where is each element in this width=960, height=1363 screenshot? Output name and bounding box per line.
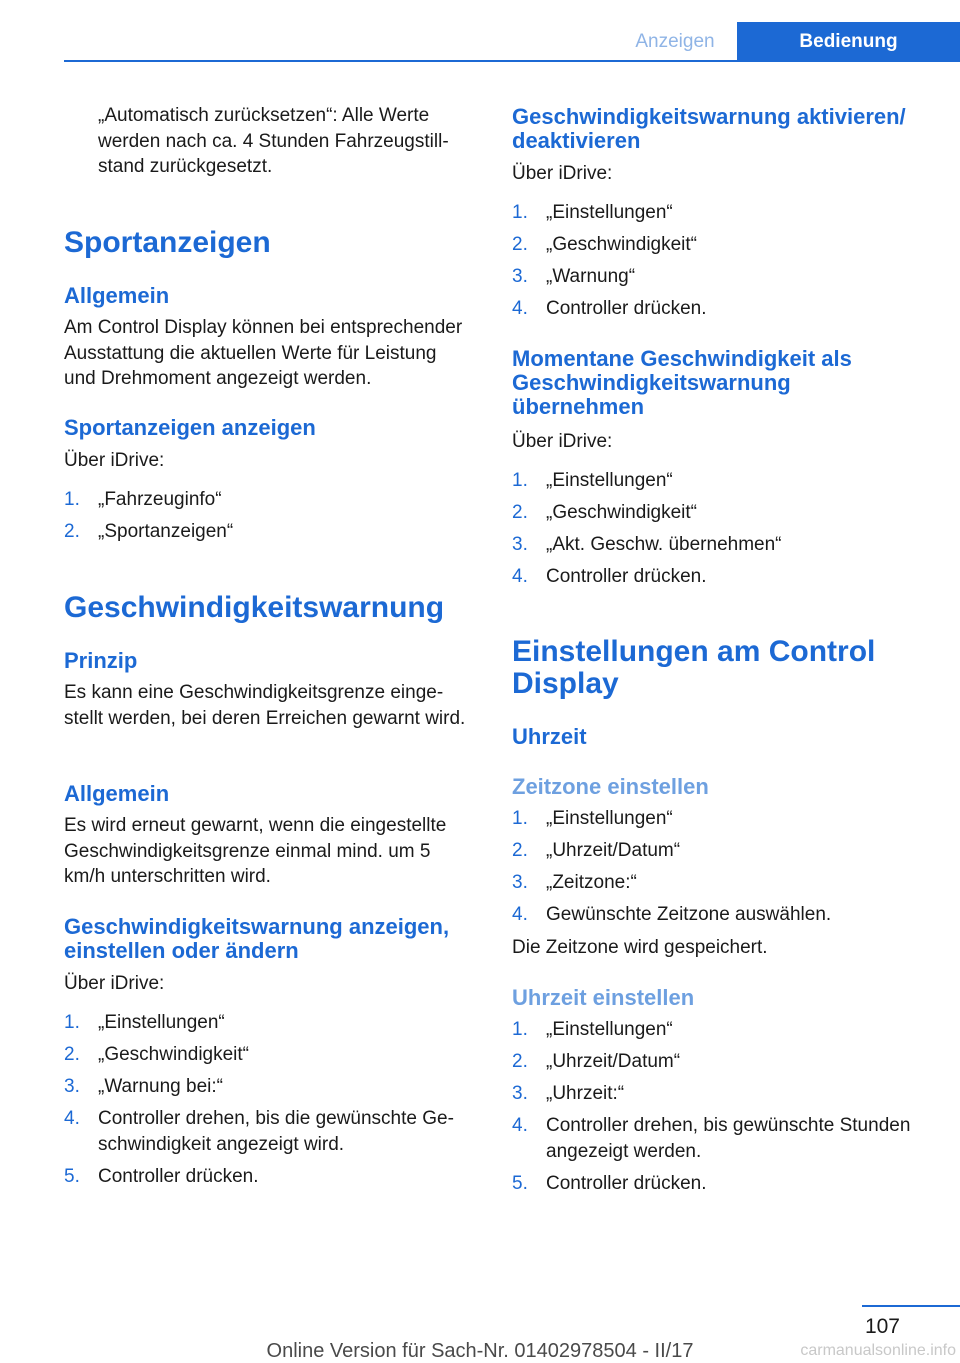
online-version-note: Online Version für Sach-Nr. 01402978504 - II/17: [266, 1340, 694, 1362]
list-item-number: 4.: [64, 1108, 80, 1129]
intro-paragraph: „Automatisch zurücksetzen“: Alle Werte werden nach ca. 4 Stunden Fahrzeugstillstand zurückgesetzt.: [98, 105, 449, 177]
list-item-number: 1.: [512, 1019, 528, 1040]
list-item: [512, 564, 922, 590]
list-item-number: 5.: [64, 1165, 80, 1187]
heading-allgemein-warnung: Allgemein: [64, 781, 170, 806]
list-item-number: 2.: [64, 1044, 80, 1065]
list-item: [512, 1081, 922, 1107]
list-item-text: Controller drücken.: [98, 1165, 259, 1187]
list-item-text: „Sportanzeigen“: [98, 521, 234, 542]
list-item-text: Controller drücken.: [546, 298, 707, 319]
steps-momentane-geschwindigkeit: [512, 468, 922, 596]
tab-anzeigen: Anzeigen: [635, 31, 715, 52]
list-item-number: 5.: [512, 1172, 528, 1194]
idrive-intro-momentane: Über iDrive:: [512, 431, 613, 452]
list-item: [512, 1113, 922, 1164]
list-item-text: „Einstellungen“: [546, 470, 673, 491]
list-item-number: 2.: [512, 1051, 528, 1072]
heading-warnung-aktivieren: Geschwindigkeitswarnung aktivieren/ deaktivieren: [512, 104, 906, 153]
section-title-geschwindigkeitswarnung: Geschwindigkeitswarnung: [64, 591, 445, 624]
list-item-text: „Zeitzone:“: [546, 872, 637, 893]
list-item: [64, 487, 470, 513]
list-item-number: 3.: [64, 1076, 80, 1097]
heading-warnung-anzeigen: Geschwindigkeitswarnung anzeigen, einstellen oder ändern: [64, 914, 450, 963]
list-item-number: 1.: [512, 470, 528, 491]
list-item-number: 3.: [512, 872, 528, 893]
list-item-number: 1.: [512, 202, 528, 223]
list-item: [512, 870, 922, 896]
list-item-text: „Geschwindigkeit“: [546, 502, 697, 523]
watermark: carmanualsonline.info: [800, 1342, 956, 1359]
list-item-text: „Einstellungen“: [546, 808, 673, 829]
list-item-number: 4.: [512, 298, 528, 319]
list-item: [512, 806, 922, 832]
list-item: [512, 1017, 922, 1043]
list-item-number: 4.: [512, 566, 528, 587]
heading-uhrzeit-einstellen: Uhrzeit einstellen: [512, 985, 695, 1010]
heading-uhrzeit: Uhrzeit: [512, 724, 587, 749]
steps-uhrzeit: [512, 1017, 922, 1203]
heading-sportanzeigen-anzeigen: Sportanzeigen anzeigen: [64, 415, 316, 440]
list-item-number: 1.: [64, 1012, 80, 1033]
list-item-number: 2.: [64, 521, 80, 542]
list-item-text: „Einstellungen“: [98, 1012, 225, 1033]
list-item: [512, 232, 922, 258]
list-item-text: „Geschwindigkeit“: [546, 234, 697, 255]
list-item-number: 3.: [512, 1083, 528, 1104]
heading-prinzip: Prinzip: [64, 648, 138, 673]
idrive-intro-aktivieren: Über iDrive:: [512, 163, 613, 184]
list-item: [512, 1171, 922, 1197]
list-item-number: 2.: [512, 234, 528, 255]
list-item-text: Controller drücken.: [546, 1172, 707, 1194]
section-title-einstellungen-control-display: Einstellungen am Control Display: [512, 635, 876, 700]
steps-warnung-einstellen: [64, 1010, 470, 1196]
paragraph-prinzip: Es kann eine Geschwindigkeitsgrenze eingestellt werden, bei deren Erreichen gewarnt wird.: [64, 682, 466, 729]
footer-rule: [862, 1305, 960, 1307]
list-item: [512, 468, 922, 494]
list-item-text: „Fahrzeuginfo“: [98, 489, 222, 510]
list-item-text: „Uhrzeit/Datum“: [546, 840, 681, 861]
list-item-text: „Einstellungen“: [546, 202, 673, 223]
heading-zeitzone-einstellen: Zeitzone einstellen: [512, 774, 709, 799]
list-item-number: 2.: [512, 840, 528, 861]
list-item-text: „Uhrzeit/Datum“: [546, 1051, 681, 1072]
list-item-text: Controller drehen, bis die gewünschte Geschwindigkeit angezeigt wird.: [98, 1108, 454, 1155]
list-item-number: 4.: [512, 1115, 528, 1136]
paragraph-zeitzone-gespeichert: Die Zeitzone wird gespeichert.: [512, 937, 768, 958]
list-item: [64, 1164, 470, 1190]
list-item: [512, 532, 922, 558]
page-number: 107: [864, 1315, 900, 1338]
steps-warnung-aktivieren: [512, 200, 922, 328]
list-item-number: 4.: [512, 904, 528, 925]
paragraph-allgemein-sport: Am Control Display können bei entsprechender Ausstattung die aktuellen Werte für Leistung und Drehmoment angezeigt werden.: [64, 317, 463, 389]
list-item-number: 3.: [512, 534, 528, 555]
list-item-text: Controller drücken.: [546, 566, 707, 587]
list-item-number: 1.: [64, 489, 80, 510]
section-title-sportanzeigen: Sportanzeigen: [64, 226, 271, 259]
list-item-text: „Warnung“: [546, 266, 636, 287]
list-item-number: 1.: [512, 808, 528, 829]
tab-bedienung: Bedienung: [737, 22, 960, 62]
list-item-number: 3.: [512, 266, 528, 287]
list-item: [512, 200, 922, 226]
list-item: [64, 1042, 470, 1068]
list-item-text: Gewünschte Zeitzone auswählen.: [546, 904, 832, 925]
heading-allgemein-sport: Allgemein: [64, 283, 170, 308]
steps-sportanzeigen: [64, 487, 470, 551]
list-item: [512, 1049, 922, 1075]
heading-momentane-geschwindigkeit: Momentane Geschwindigkeit als Geschwindigkeitswarnung übernehmen: [512, 346, 852, 419]
list-item: [64, 519, 470, 545]
paragraph-allgemein-warnung: Es wird erneut gewarnt, wenn die eingestellte Geschwindigkeitsgrenze einmal mind. um 5 km/h unterschritten wird.: [64, 815, 447, 887]
list-item-text: Controller drehen, bis gewünschte Stunden angezeigt werden.: [546, 1115, 911, 1162]
list-item: [64, 1106, 470, 1157]
list-item: [512, 902, 922, 928]
list-item: [512, 296, 922, 322]
list-item: [64, 1010, 470, 1036]
list-item-text: „Einstellungen“: [546, 1019, 673, 1040]
idrive-intro-warnung: Über iDrive:: [64, 973, 165, 994]
steps-zeitzone: [512, 806, 922, 934]
list-item-text: „Akt. Geschw. übernehmen“: [546, 534, 782, 555]
list-item-text: „Geschwindigkeit“: [98, 1044, 249, 1065]
list-item: [64, 1074, 470, 1100]
idrive-intro-sport: Über iDrive:: [64, 450, 165, 471]
list-item-text: „Uhrzeit:“: [546, 1083, 625, 1104]
list-item-number: 2.: [512, 502, 528, 523]
list-item: [512, 264, 922, 290]
list-item-text: „Warnung bei:“: [98, 1076, 223, 1097]
list-item: [512, 500, 922, 526]
list-item: [512, 838, 922, 864]
